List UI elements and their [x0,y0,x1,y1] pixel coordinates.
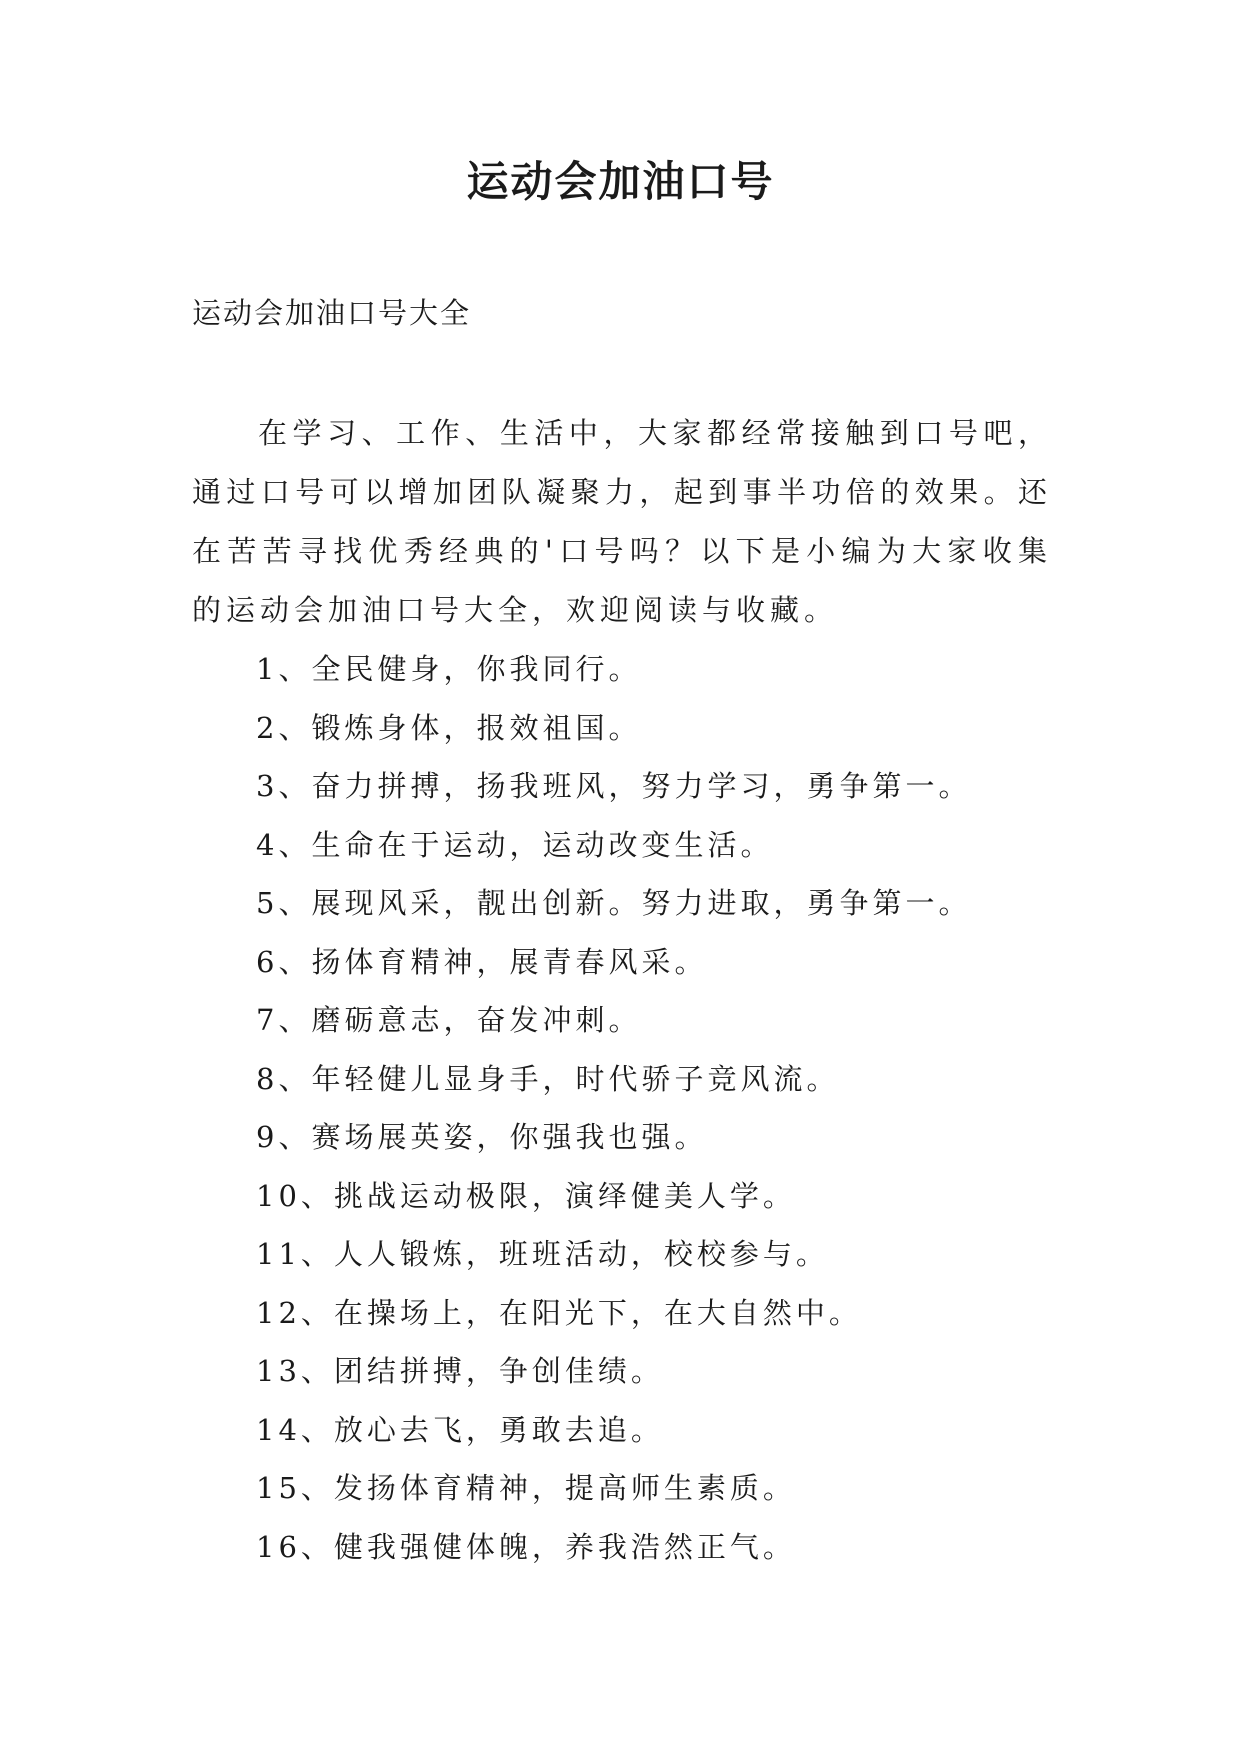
slogan-item: 14、放心去飞，勇敢去追。 [256,1412,664,1447]
slogan-item: 5、展现风采，靓出创新。努力进取，勇争第一。 [256,886,972,920]
slogan-item: 13、团结拼搏，争创佳绩。 [256,1354,664,1388]
slogan-item: 15、发扬体育精神，提高师生素质。 [256,1471,796,1505]
document-subtitle: 运动会加油口号大全 [192,296,472,330]
intro-paragraph: 在学习、工作、生活中，大家都经常接触到口号吧，通过口号可以增加团队凝聚力，起到事半功倍的效果。还在苦苦寻找优秀经典的'口号吗？以下是小编为大家收集的运动会加油口号大全，欢迎阅读与收藏。 [192,416,1052,627]
slogan-item: 16、健我强健体魄，养我浩然正气。 [256,1529,796,1564]
slogan-item: 12、在操场上，在阳光下，在大自然中。 [256,1295,862,1330]
slogan-item: 9、赛场展英姿，你强我也强。 [256,1120,708,1154]
slogan-item: 1、全民健身，你我同行。 [256,652,642,686]
slogan-list [256,640,971,1576]
document-title: 运动会加油口号 [466,157,775,206]
slogan-item: 7、磨砺意志，奋发冲刺。 [256,1003,642,1037]
slogan-item: 2、锻炼身体，报效祖国。 [256,710,642,745]
slogan-item: 11、人人锻炼，班班活动，校校参与。 [256,1237,829,1271]
slogan-item: 4、生命在于运动，运动改变生活。 [256,827,774,862]
slogan-item: 3、奋力拼搏，扬我班风，努力学习，勇争第一。 [256,769,972,803]
slogan-item: 6、扬体育精神，展青春风采。 [256,944,708,979]
slogan-item: 10、挑战运动极限，演绎健美人学。 [256,1178,796,1213]
slogan-item: 8、年轻健儿显身手，时代骄子竞风流。 [256,1061,840,1096]
